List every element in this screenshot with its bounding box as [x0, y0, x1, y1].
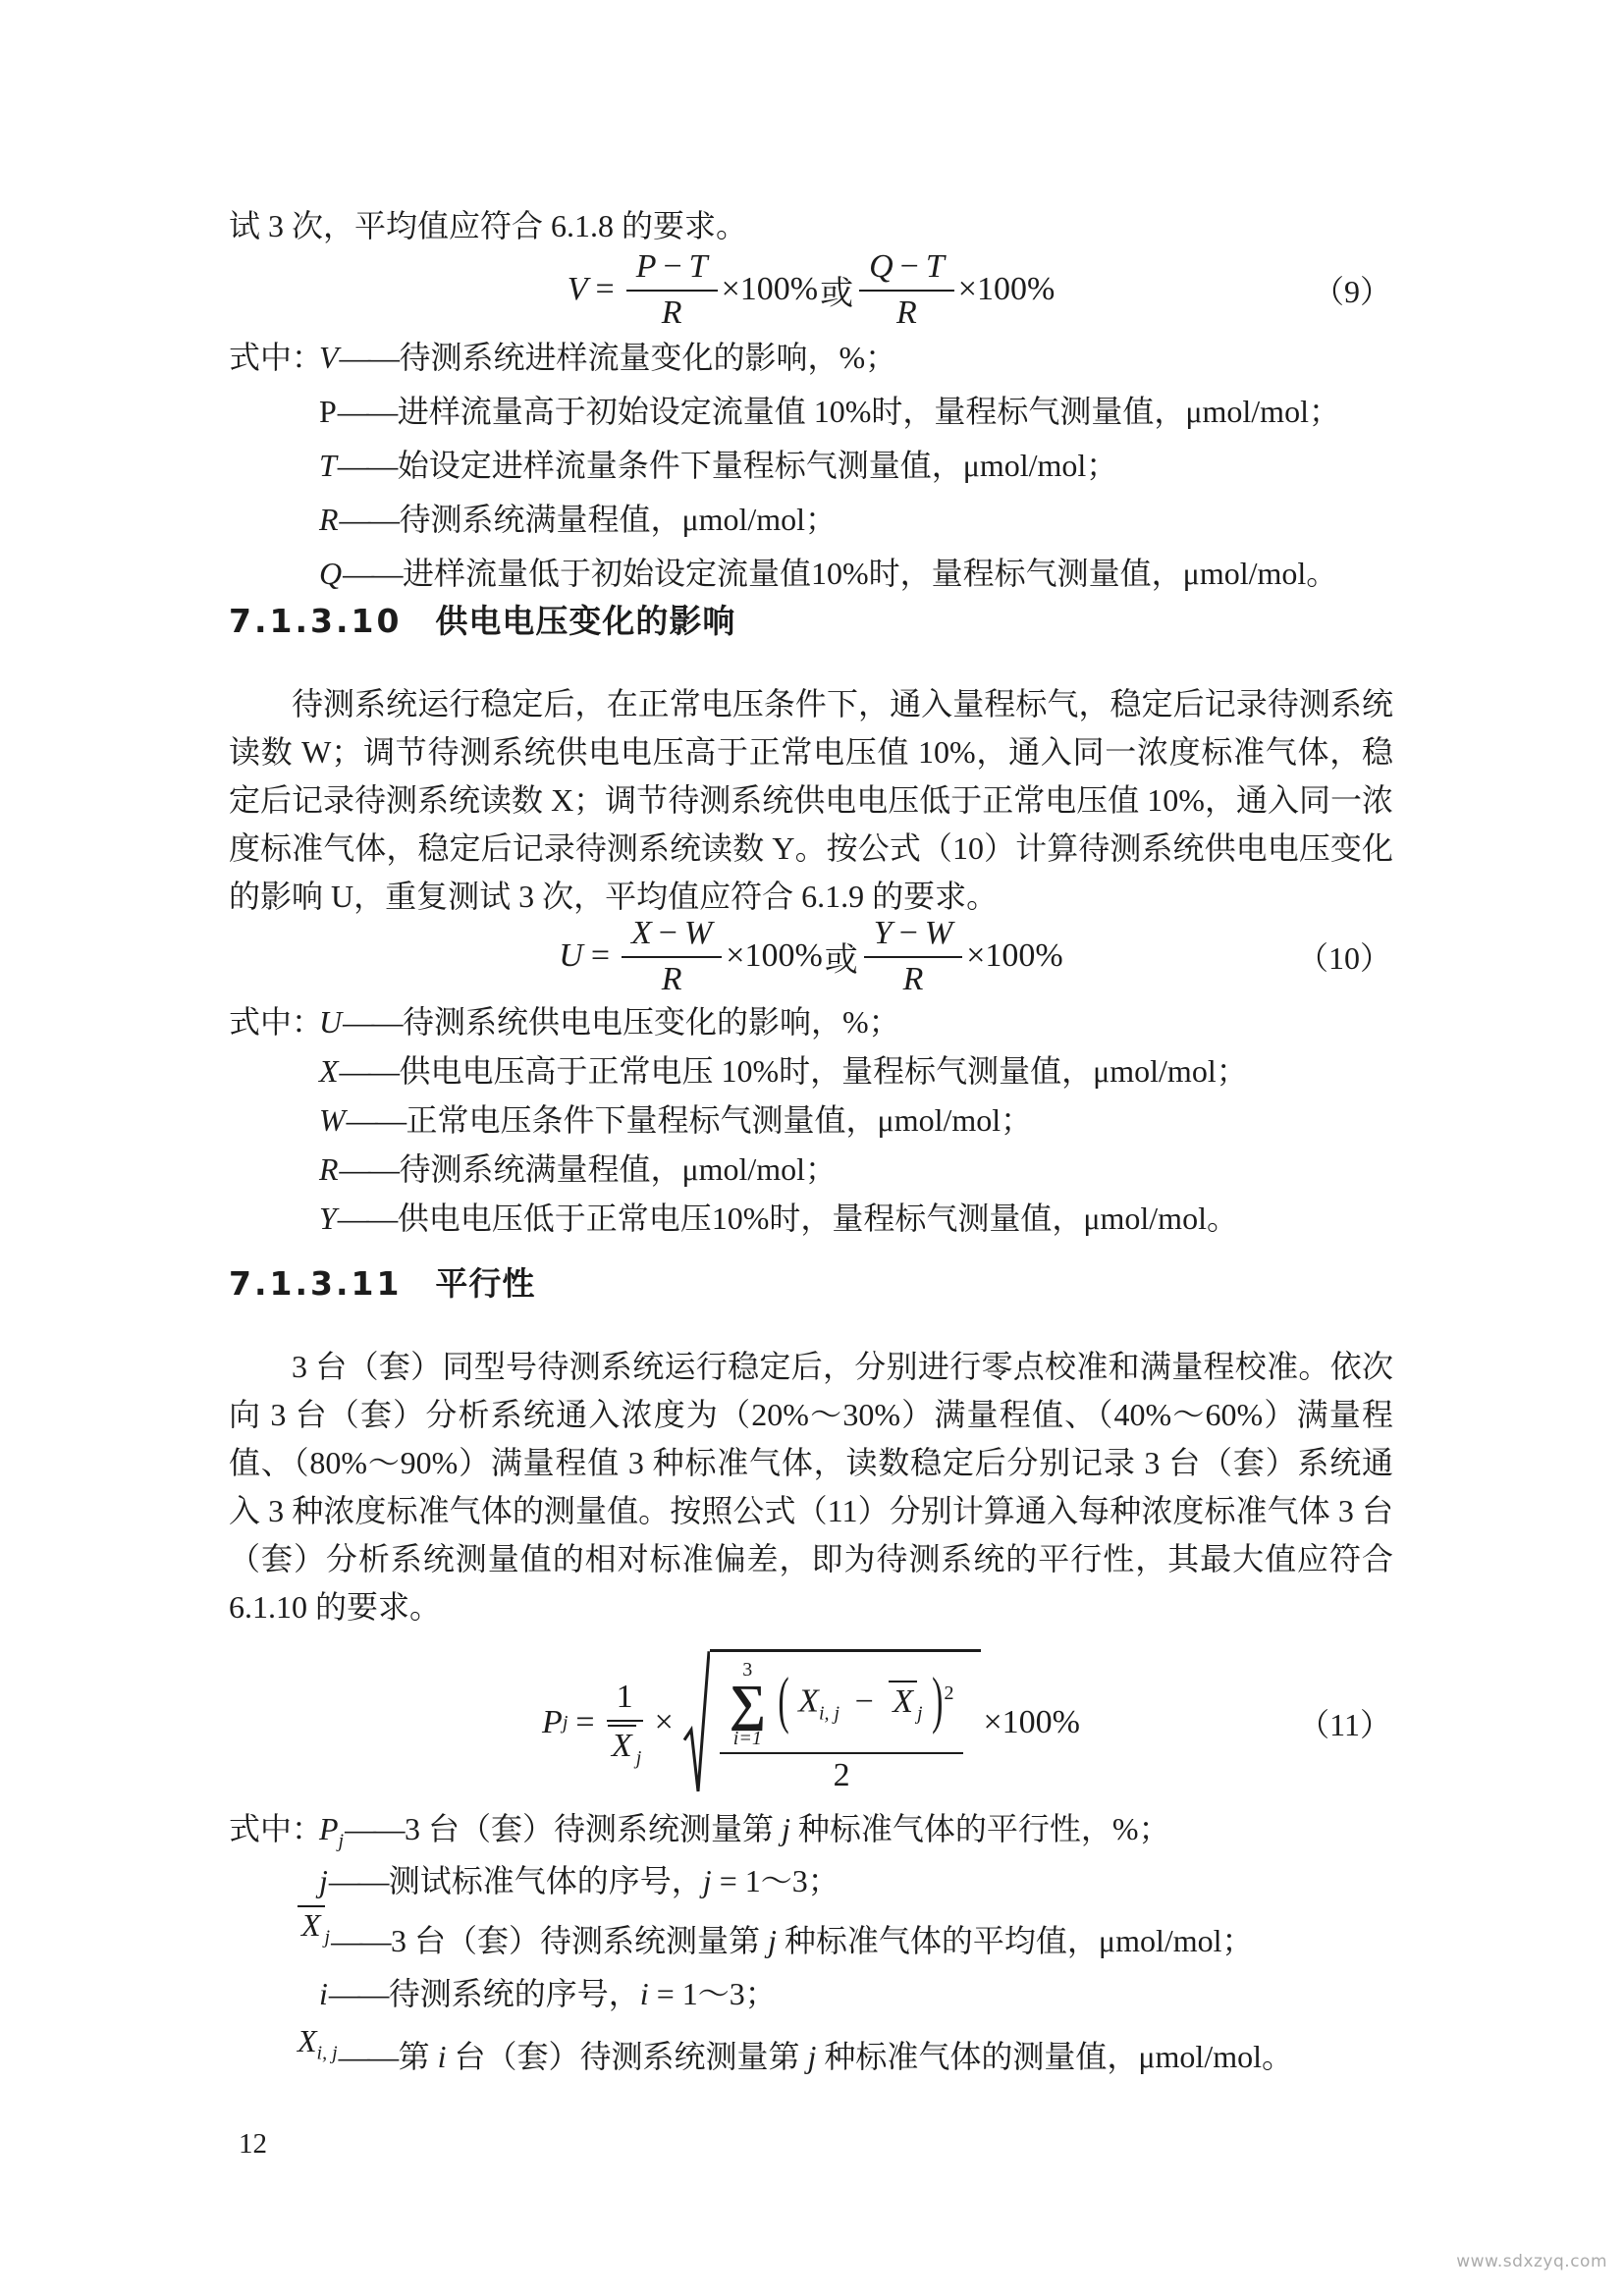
equation-number-11: （11） — [1298, 1707, 1391, 1742]
watermark: www.sdxzyq.com — [1456, 2252, 1607, 2271]
def-text: 待测系统满量程值，μmol/mol； — [399, 502, 838, 537]
radical-sign-icon — [683, 1649, 710, 1795]
paragraph-continuation: 试 3 次，平均值应符合 6.1.8 的要求。 — [229, 208, 748, 243]
def-text: = 1～3； — [648, 1975, 777, 2011]
definition-item: W——正常电压条件下量程标气测量值，μmol/mol； — [319, 1102, 1033, 1138]
multiply-sign: × — [654, 1703, 674, 1740]
def-text: 待测系统进样流量变化的影响，%； — [399, 340, 897, 375]
definition-list-formula-10 — [229, 1005, 1393, 1235]
or-character: 或 — [824, 941, 858, 979]
definition-item: T——始设定进样流量条件下量程标气测量值，μmol/mol； — [319, 448, 1118, 483]
square-root — [683, 1649, 982, 1795]
def-prefix: 式中： — [229, 340, 324, 375]
definition-item: 式中： $P_j——3$ 台（套）待测系统测量第 j 种标准气体的平行性，%； — [229, 1811, 1170, 1852]
times-100-percent: ×100% — [721, 271, 819, 307]
section-number: 7.1.3.10 — [229, 602, 403, 640]
section-11-paragraph: 3 台（套）同型号待测系统运行稳定后，分别进行零点校准和满量程校准。依次向 3 台（套）分析系统通入浓度为（20%～30%）满量程值、（40%～60%）满量程值、（80%～90%）满量程值 3 种标准气体，读数稳定后分别记录 3 台（套）系统通入 3 种浓度标准气体的测量值。按照公式（11）分别计算通入每种浓度标准气体 3 台（套）分析系统测量值的相对标准偏差，即为待测系统的平行性，其最大值应符合 6.1.10 的要求。 — [229, 1349, 1393, 1625]
equals-sign: = — [595, 271, 615, 307]
overline-x: X — [889, 1681, 917, 1721]
def-text: 进样流量低于初始设定流量值10%时，量程标气测量值，μmol/mol。 — [403, 556, 1338, 591]
fraction: $\frac{X - W}{R}$ — [622, 915, 722, 998]
formula-9 — [229, 248, 1393, 331]
page-number: 12 — [239, 2128, 267, 2160]
fraction: 3 ∑ i=1 ( $X_{i, j} - X$ $_j$ )$^2$ 2 — [720, 1660, 964, 1793]
equation-number-9: （9） — [1312, 274, 1391, 309]
open-paren: ( — [778, 1666, 789, 1735]
formula-9-math — [568, 248, 1056, 332]
definition-list-formula-9 — [229, 341, 1393, 590]
page-content — [229, 0, 1393, 2078]
def-text: 3 台（套）待测系统测量第 — [391, 1923, 769, 1959]
or-character: 或 — [820, 275, 854, 312]
formula-10-math — [559, 915, 1062, 998]
times-100-percent: ×100% — [957, 271, 1056, 307]
definition-item: 式中： V——待测系统进样流量变化的影响，%； — [229, 340, 897, 375]
times-100-percent: ×100% — [966, 937, 1063, 974]
times-100-percent: ×100% — [983, 1703, 1080, 1740]
definition-list-formula-11 — [229, 1812, 1393, 2078]
radicand — [710, 1649, 982, 1795]
def-text: 3 台（套）待测系统测量第 — [405, 1811, 783, 1846]
def-prefix: 式中： — [229, 1811, 324, 1846]
fraction: $\frac{1}{X _j}$ — [607, 1679, 643, 1768]
formula-11-math: P j = $\frac{1}{X _j}$ × 3 ∑ i=1 ( $X_{i, j} - X$ $_j$ )$^2$ 2 ×100% — [542, 1649, 1080, 1795]
definition-item: R——待测系统满量程值，μmol/mol； — [319, 502, 838, 537]
summation: 3 ∑ i=1 — [729, 1659, 766, 1749]
formula-11 — [229, 1633, 1393, 1812]
def-text: 供电电压高于正常电压 10%时，量程标气测量值，μmol/mol； — [399, 1053, 1248, 1089]
close-paren: ) — [932, 1666, 944, 1735]
def-text: 种标准气体的平均值，μmol/mol； — [776, 1923, 1254, 1959]
definition-item: P——进样流量高于初始设定流量值 10%时，量程标气测量值，μmol/mol； — [319, 394, 1340, 429]
formula-11-lhs: P — [542, 1703, 563, 1740]
definition-item: Y——供电电压低于正常电压10%时，量程标气测量值，μmol/mol。 — [319, 1201, 1238, 1236]
fraction: $\frac{Y - W}{R}$ — [864, 915, 962, 998]
section-10-paragraph: 待测系统运行稳定后，在正常电压条件下，通入量程标气，稳定后记录待测系统读数 W；调节待测系统供电电压高于正常电压值 10%，通入同一浓度标准气体，稳定后记录待测系统读数 X；调节待测系统供电电压低于正常电压值 10%，通入同一浓度标准气体，稳定后记录待测系统读数 Y。按公式（10）计算待测系统供电电压变化的影响 U，重复测试 3 次，平均值应符合 6.1.9 的要求。 — [229, 686, 1393, 914]
def-text: 正常电压条件下量程标气测量值，μmol/mol； — [406, 1102, 1033, 1138]
def-text: 始设定进样流量条件下量程标气测量值，μmol/mol； — [397, 448, 1118, 483]
definition-item: X——供电电压高于正常电压 10%时，量程标气测量值，μmol/mol； — [319, 1053, 1248, 1089]
definition-item: $X_{i, j}——$第 i 台（套）待测系统测量第 j 种标准气体的测量值，μmol/mol。 — [298, 2022, 1293, 2074]
formula-10-lhs: U — [559, 937, 583, 974]
times-100-percent: ×100% — [726, 937, 823, 974]
fraction: $\frac{P - T}{R}$ — [626, 248, 718, 332]
sigma-symbol: ∑ — [729, 1676, 766, 1733]
equals-sign: = — [590, 937, 610, 974]
def-prefix: 式中： — [229, 1004, 324, 1040]
def-text: 第 — [398, 2038, 438, 2074]
definition-item: 式中： U——待测系统供电电压变化的影响，%； — [229, 1004, 900, 1040]
section-title: 供电电压变化的影响 — [435, 602, 736, 640]
overline-x: X — [608, 1725, 636, 1765]
def-text: 供电电压低于正常电压10%时，量程标气测量值，μmol/mol。 — [397, 1201, 1238, 1236]
def-text: 待测系统供电电压变化的影响，%； — [403, 1004, 900, 1040]
section-heading-7-1-3-11 — [229, 1266, 1393, 1302]
def-text: 待测系统的序号， — [388, 1975, 640, 2011]
section-heading-7-1-3-10 — [229, 604, 1393, 639]
formula-9-lhs: V — [567, 271, 588, 307]
def-text: 待测系统满量程值，μmol/mol； — [399, 1151, 838, 1187]
section-number: 7.1.3.11 — [229, 1264, 403, 1303]
equals-sign: = — [575, 1703, 595, 1740]
definition-item: X $_j$——3 台（套）待测系统测量第 j 种标准气体的平均值，μmol/mol； — [229, 1921, 1393, 1962]
definition-item: i——待测系统的序号，i = 1～3； — [319, 1975, 777, 2011]
def-text: 种标准气体的测量值，μmol/mol。 — [816, 2038, 1293, 2074]
overline-x: X — [298, 1905, 325, 1942]
definition-item: j——测试标准气体的序号，j = 1～3； — [319, 1863, 839, 1899]
fraction: $\frac{Q - T}{R}$ — [859, 248, 954, 332]
section-title: 平行性 — [435, 1264, 536, 1303]
def-text: 测试标准气体的序号， — [388, 1863, 703, 1899]
definition-item: Q——进样流量低于初始设定流量值10%时，量程标气测量值，μmol/mol。 — [319, 556, 1338, 591]
def-text: 台（套）待测系统测量第 — [446, 2038, 808, 2074]
equation-number-10: （10） — [1296, 940, 1391, 976]
def-text: 种标准气体的平行性，%； — [789, 1811, 1170, 1846]
def-text: 进样流量高于初始设定流量值 10%时，量程标气测量值，μmol/mol； — [397, 394, 1340, 429]
def-text: = 1～3； — [711, 1863, 839, 1899]
formula-10 — [229, 915, 1393, 997]
definition-item: R——待测系统满量程值，μmol/mol； — [319, 1151, 838, 1187]
